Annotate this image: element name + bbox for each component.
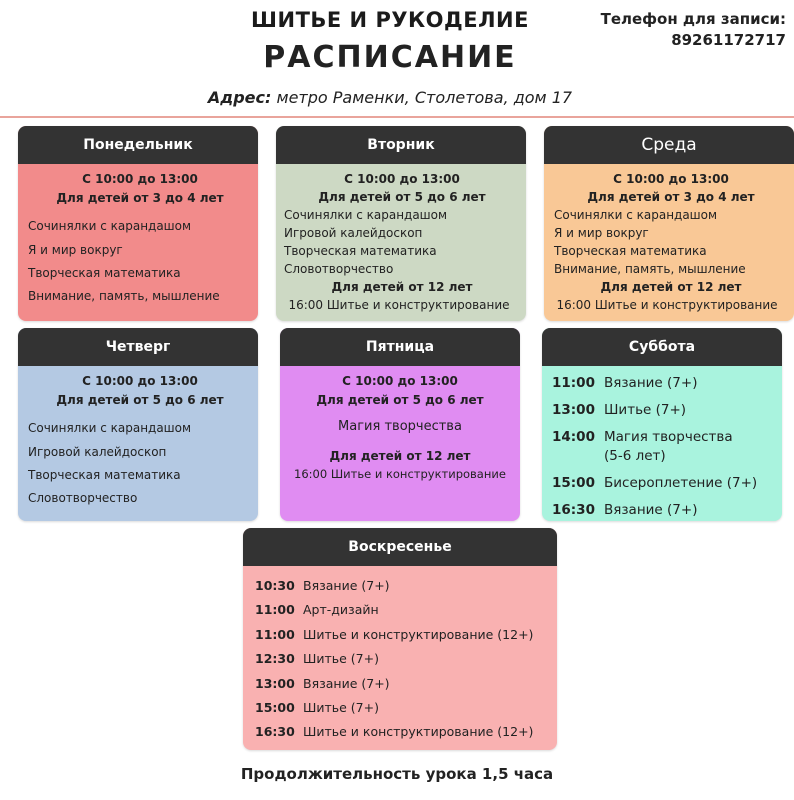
card-wednesday <box>544 126 794 321</box>
time-range: С 10:00 до 13:00 <box>82 374 198 388</box>
day-header-thursday: Четверг <box>18 328 258 366</box>
class-item: Игровой калейдоскоп <box>284 226 423 240</box>
divider <box>0 116 794 118</box>
row-time: 15:00 <box>552 474 595 491</box>
class-list <box>28 417 252 511</box>
time-range: С 10:00 до 13:00 <box>82 172 198 186</box>
row-class: Вязание (7+) <box>303 578 390 593</box>
schedule-row <box>255 722 551 741</box>
row-time: 16:30 <box>255 724 295 740</box>
class-item: Внимание, память, мышление <box>28 289 220 304</box>
row-class: Бисероплетение (7+) <box>604 474 758 491</box>
row-time: 14:00 <box>552 429 595 446</box>
day-header-monday: Понедельник <box>18 126 258 164</box>
day-header-friday: Пятница <box>280 328 520 366</box>
schedule-row <box>552 428 776 464</box>
row-time: 12:30 <box>255 651 295 667</box>
class-item: Творческая математика <box>554 244 707 258</box>
phone-label: Телефон для записи: <box>600 10 786 28</box>
class-item: Я и мир вокруг <box>554 226 649 240</box>
row-class: Магия творчества <box>604 429 733 446</box>
schedule-row <box>255 600 551 619</box>
time-range: С 10:00 до 13:00 <box>344 172 460 186</box>
class-item: Сочинялки с карандашом <box>28 421 192 436</box>
schedule-row <box>255 649 551 668</box>
lesson-duration-note: Продолжительность урока 1,5 часа <box>240 765 554 783</box>
card-saturday <box>542 328 782 521</box>
row-time: 10:30 <box>255 578 295 593</box>
age-group: Для детей от 5 до 6 лет <box>318 190 486 204</box>
address-value: метро Раменки, Столетова, дом 17 <box>271 88 573 107</box>
row-class: Шитье (7+) <box>604 402 687 419</box>
age-group: Для детей от 12 лет <box>331 280 473 294</box>
schedule-row <box>552 401 776 419</box>
class-item: Я и мир вокруг <box>28 242 123 257</box>
card-thursday <box>18 328 258 521</box>
day-header-saturday: Суббота <box>542 328 782 366</box>
row-class: Шитье (7+) <box>303 699 379 715</box>
day-header-tuesday: Вторник <box>276 126 526 164</box>
row-time: 15:00 <box>255 699 295 715</box>
age-group: Для детей от 5 до 6 лет <box>56 392 224 407</box>
row-class: Шитье и конструктирование (12+) <box>303 626 534 642</box>
row-class: Вязание (7+) <box>604 502 698 519</box>
age-group: Для детей от 12 лет <box>600 280 742 294</box>
card-friday <box>280 328 520 521</box>
class-item: Творческая математика <box>28 265 181 280</box>
schedule-row <box>255 576 551 595</box>
row-time: 11:00 <box>255 602 295 618</box>
class-item: Словотворчество <box>28 491 138 506</box>
evening-class: 16:00 Шитье и конструктирование <box>294 466 506 481</box>
card-sunday <box>243 528 557 750</box>
row-class: Вязание (7+) <box>303 675 390 691</box>
class-item: Сочинялки с карандашом <box>554 208 718 222</box>
title-line-1: ШИТЬЕ И РУКОДЕЛИЕ <box>251 8 529 32</box>
schedule-row <box>255 625 551 644</box>
row-time: 16:30 <box>552 502 595 519</box>
class-list <box>28 215 252 309</box>
row-time: 13:00 <box>552 402 595 419</box>
class-item: Магия творчества <box>338 419 462 435</box>
class-item: Творческая математика <box>284 244 437 258</box>
row-class-note: (5-6 лет) <box>604 447 666 464</box>
evening-class: 16:00 Шитье и конструктирование <box>288 298 510 312</box>
card-tuesday <box>276 126 526 321</box>
age-group: Для детей от 5 до 6 лет <box>316 392 484 407</box>
time-range: С 10:00 до 13:00 <box>342 374 458 388</box>
age-group: Для детей от 3 до 4 лет <box>587 190 755 204</box>
row-time: 13:00 <box>255 675 295 691</box>
class-item: Внимание, память, мышление <box>554 262 746 276</box>
schedule-row <box>255 674 551 693</box>
row-time: 11:00 <box>552 375 595 391</box>
day-header-sunday: Воскресенье <box>243 528 557 566</box>
schedule-row <box>552 374 776 392</box>
row-time: 11:00 <box>255 626 295 642</box>
evening-class: 16:00 Шитье и конструктирование <box>556 298 778 312</box>
class-item: Словотворчество <box>284 262 394 276</box>
schedule-row <box>255 698 551 717</box>
age-group: Для детей от 12 лет <box>329 449 471 464</box>
address <box>150 88 630 107</box>
schedule-row <box>552 474 776 492</box>
row-class: Шитье и конструктирование (12+) <box>303 724 534 740</box>
age-group: Для детей от 3 до 4 лет <box>56 190 224 205</box>
phone-number[interactable]: 89261172717 <box>671 31 786 49</box>
class-item: Сочинялки с карандашом <box>284 208 448 222</box>
schedule-row <box>552 501 776 519</box>
class-item: Игровой калейдоскоп <box>28 444 167 459</box>
row-class: Вязание (7+) <box>604 375 698 391</box>
row-class: Шитье (7+) <box>303 651 379 667</box>
address-label: Адрес: <box>207 88 272 107</box>
time-range: С 10:00 до 13:00 <box>613 172 729 186</box>
card-monday <box>18 126 258 321</box>
row-class: Арт-дизайн <box>303 602 379 618</box>
class-item: Сочинялки с карандашом <box>28 219 192 234</box>
class-item: Творческая математика <box>28 467 181 482</box>
page-title: РАСПИСАНИЕ <box>263 40 517 75</box>
day-header-wednesday: Среда <box>544 126 794 164</box>
